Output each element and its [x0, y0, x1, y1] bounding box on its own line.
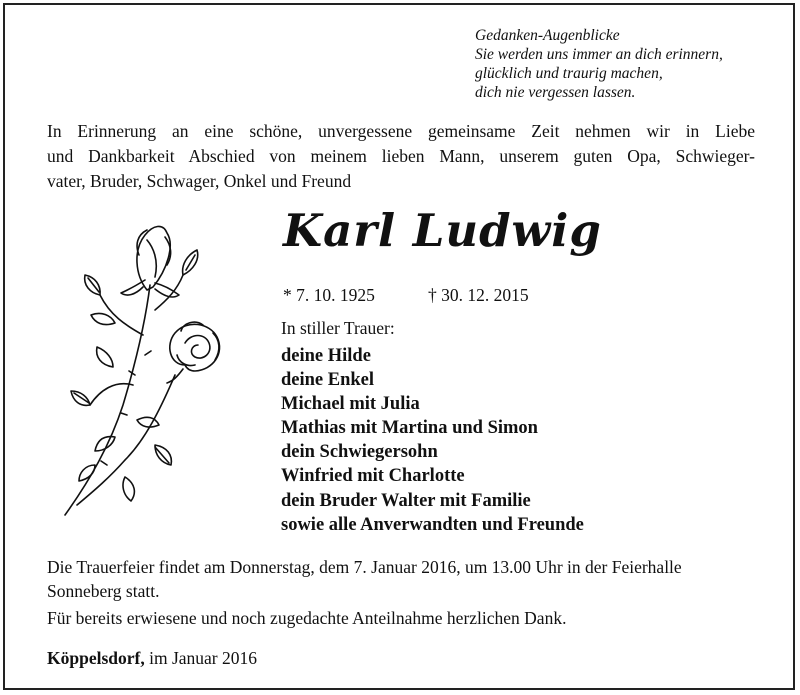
thanks-text: Für bereits erwiesene und noch zugedachte Anteilnahme herzlichen Dank.: [47, 608, 567, 628]
mourning-label: In stiller Trauer:: [281, 318, 395, 338]
birth-date: * 7. 10. 1925: [283, 285, 375, 305]
death-date: † 30. 12. 2015: [428, 285, 529, 305]
mourner-line: deine Enkel: [281, 370, 375, 391]
mourner-line: Winfried mit Charlotte: [281, 466, 465, 487]
poem: [475, 26, 775, 102]
mourner-line: dein Bruder Walter mit Familie: [281, 490, 531, 511]
life-dates: [283, 285, 529, 306]
funeral-notice: Die Trauerfeier findet am Donnerstag, dem 7. Januar 2016, um 13.00 Uhr in der Feierhalle Sonneberg statt.: [47, 557, 682, 601]
deceased-name: Karl Ludwig: [283, 204, 602, 257]
mourners-list: [281, 344, 584, 537]
mourner-line: Michael mit Julia: [281, 394, 420, 415]
intro-line: und Dankbarkeit Abschied von meinem lieben Mann, unserem guten Opa, Schwieger-: [47, 146, 755, 166]
poem-line: Sie werden uns immer an dich erinnern,: [475, 46, 723, 63]
intro-text: [47, 119, 755, 194]
poem-line: dich nie vergessen lassen.: [475, 84, 636, 101]
place-name: Köppelsdorf,: [47, 648, 145, 668]
mourner-line: sowie alle Anverwandten und Freunde: [281, 514, 584, 535]
intro-line: In Erinnerung an eine schöne, unvergessene gemeinsame Zeit nehmen wir in Liebe: [47, 121, 755, 141]
intro-line: vater, Bruder, Schwager, Onkel und Freund: [47, 171, 352, 191]
mourner-line: dein Schwiegersohn: [281, 442, 438, 463]
poem-line: glücklich und traurig machen,: [475, 65, 663, 82]
poem-line: Gedanken-Augenblicke: [475, 27, 620, 44]
closing-date: im Januar 2016: [144, 648, 258, 668]
mourner-line: deine Hilde: [281, 346, 371, 366]
rose-drawing-icon: [55, 215, 235, 525]
place-date: [47, 648, 257, 669]
mourner-line: Mathias mit Martina und Simon: [281, 418, 538, 439]
